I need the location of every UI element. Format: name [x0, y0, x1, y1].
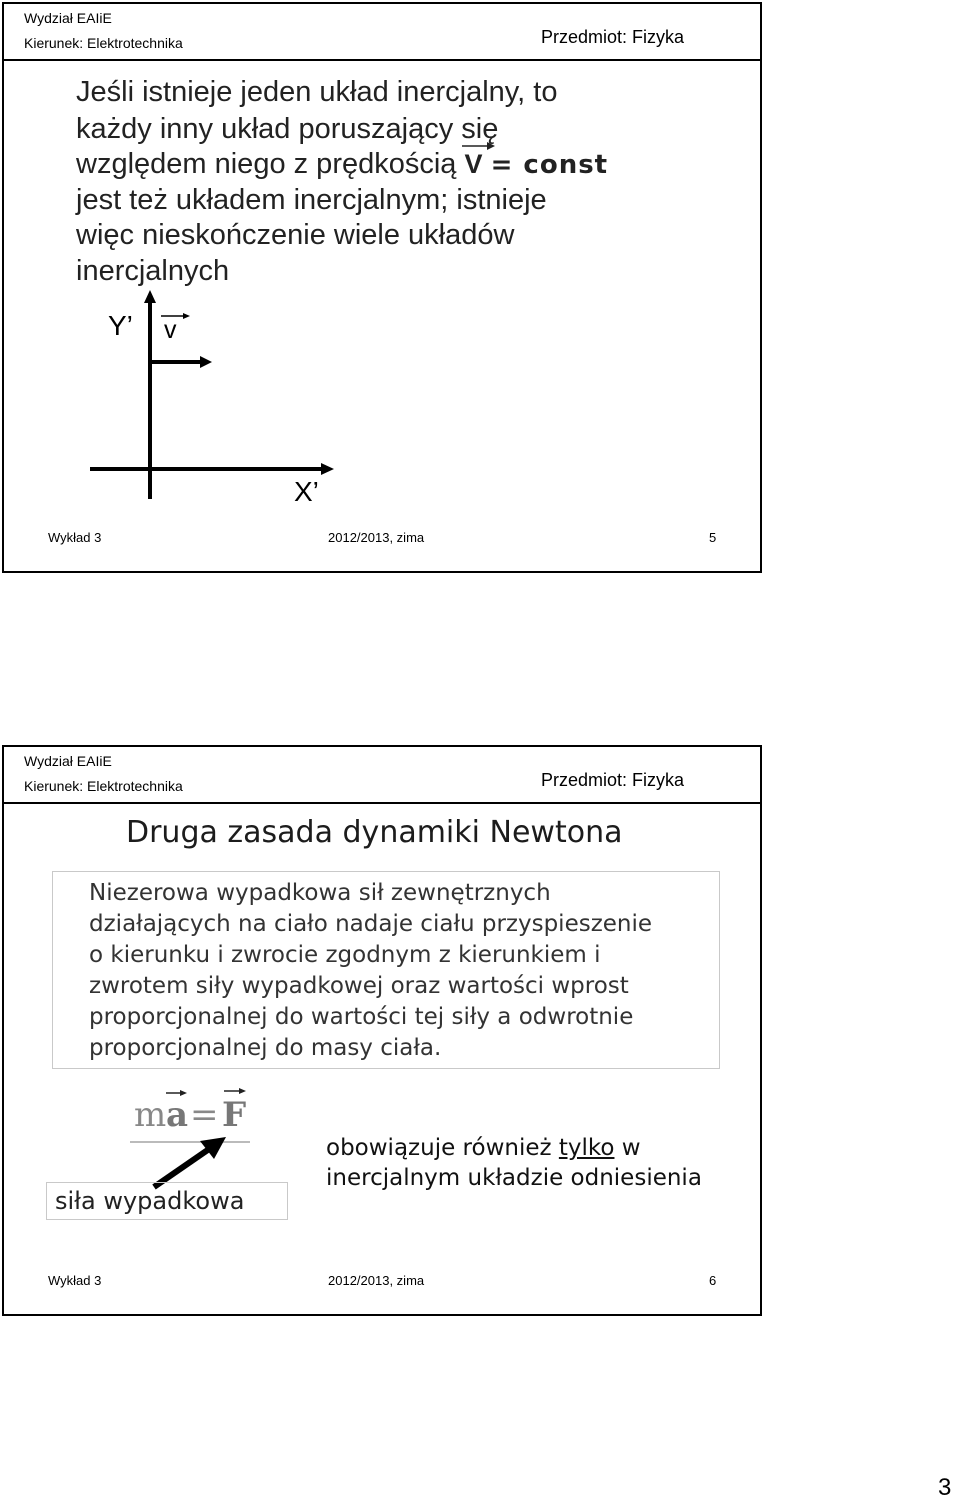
definition-line: Niezerowa wypadkowa sił zewnętrznych [89, 880, 551, 906]
slide-5 [2, 2, 762, 573]
definition-line: zwrotem siły wypadkowej oraz wartości wprost [89, 973, 629, 999]
formula-mass: m [134, 1095, 167, 1135]
slide-number: 5 [709, 530, 717, 545]
department-label: Wydział EAIiE [24, 10, 112, 26]
term-label: 2012/2013, zima [328, 530, 425, 545]
definition-line: o kierunku i zwrocie zgodnym z kierunkiem i [89, 942, 601, 968]
validity-note-line: inercjalnym układzie odniesienia [326, 1165, 702, 1191]
subject-label: Przedmiot: Fizyka [540, 27, 684, 47]
body-line: względem niego z prędkością [76, 148, 457, 180]
formula-acceleration: a [166, 1095, 189, 1135]
field-label: Kierunek: Elektrotechnika [24, 778, 183, 794]
lecture-label: Wykład 3 [48, 530, 102, 545]
resultant-force-label: siła wypadkowa [55, 1187, 245, 1215]
velocity-label: v [164, 316, 177, 344]
lecture-label: Wykład 3 [48, 1273, 102, 1288]
slide-number: 6 [709, 1273, 717, 1288]
formula-equals: = [190, 1095, 219, 1135]
equation-const: = const [490, 150, 609, 180]
body-line: jest też układem inercjalnym; istnieje [76, 184, 547, 216]
definition-line: proporcjonalnej do wartości tej siły a odwrotnie [89, 1004, 634, 1030]
sheet-page-number: 3 [938, 1474, 952, 1501]
resultant-force-label-box [46, 1182, 288, 1220]
field-label: Kierunek: Elektrotechnika [24, 35, 183, 51]
velocity-vector-symbol: V [465, 149, 483, 179]
department-label: Wydział EAIiE [24, 753, 112, 769]
subject-label: Przedmiot: Fizyka [540, 770, 684, 790]
definition-line: proporcjonalnej do masy ciała. [89, 1035, 442, 1061]
body-line: więc nieskończenie wiele układów [76, 219, 515, 251]
y-axis-label: Y’ [108, 310, 133, 341]
body-line: każdy inny układ poruszający się [76, 113, 499, 145]
slide-title: Druga zasada dynamiki Newtona [126, 815, 623, 850]
underlined-word: tylko [558, 1135, 615, 1161]
slide-6 [2, 745, 762, 1316]
formula-force: F [222, 1095, 247, 1135]
frame-diagram [4, 4, 764, 575]
term-label: 2012/2013, zima [328, 1273, 425, 1288]
body-line: Jeśli istnieje jeden układ inercjalny, to [76, 76, 558, 108]
body-line: inercjalnych [76, 255, 230, 287]
validity-note-line: obowiązuje również tylko w [326, 1135, 641, 1161]
x-axis-label: X’ [294, 476, 319, 507]
pointer-arrow-icon [4, 747, 764, 1318]
definition-line: działających na ciało nadaje ciału przyspieszenie [89, 911, 653, 937]
